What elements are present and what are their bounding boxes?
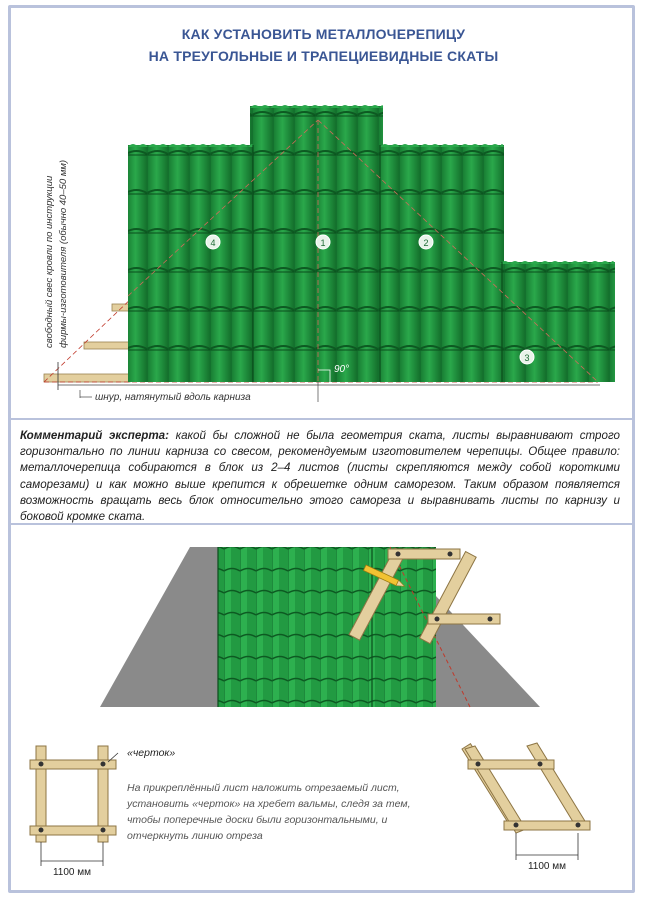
overhang-label-line-1: свободный свес кровли по инструкции xyxy=(44,175,55,348)
dim-label-right: 1100 мм xyxy=(527,861,567,872)
sheet-number-4 xyxy=(520,350,534,364)
divider-top xyxy=(11,418,632,420)
sheet-number-2 xyxy=(419,235,433,249)
overhang-label-line-2: фирмы-изготовителя (обычно 40–50 мм) xyxy=(58,159,69,348)
sheet-number-2-text: 2 xyxy=(423,238,429,248)
angle-label: 90° xyxy=(334,364,350,375)
sheet-number-1 xyxy=(316,235,330,249)
overhang-label xyxy=(44,160,69,348)
title-line-2: НА ТРЕУГОЛЬНЫЕ И ТРАПЕЦИЕВИДНЫЕ СКАТЫ xyxy=(148,48,499,64)
sheet-2 xyxy=(380,145,504,382)
instruction-line-4: отчеркнуть линию отреза xyxy=(127,830,263,842)
jig-left xyxy=(30,746,116,842)
instruction-line-1: На прикреплённый лист наложить отрезаемый лист, xyxy=(127,782,400,794)
comment-text: какой бы сложной не была геометрия ската, листы выравнивают строго горизонтально по линии карниза со свесом, рекомендуемым изготовителем черепицы. Общее правило: металлочерепица собираются в блок из 2–4 листов (листы скрепляются между собой короткими саморезами) и как можно выше крепится к обрешетке одним саморезом. Таким образом появляется возможность вращать весь блок относительно этого самореза и выравнивать листы по карнизу и боковой кромке ската. xyxy=(20,429,620,524)
sheet-number-1-text: 1 xyxy=(320,238,326,248)
lathing-boards xyxy=(44,304,130,382)
bottom-diagram xyxy=(0,525,647,895)
jig-label: «черток» xyxy=(127,747,176,759)
jig-right xyxy=(462,743,590,833)
metal-tile-sheets xyxy=(128,105,615,382)
sheet-number-3 xyxy=(206,235,220,249)
dim-label-left: 1100 мм xyxy=(52,867,92,878)
cord-label: шнур, натянутый вдоль карниза xyxy=(95,392,251,403)
title-line-1: КАК УСТАНОВИТЬ МЕТАЛЛОЧЕРЕПИЦУ xyxy=(181,26,466,42)
sheet-number-3-text: 4 xyxy=(210,238,216,248)
instruction-text xyxy=(126,782,411,842)
expert-comment xyxy=(20,428,620,525)
sheet-3 xyxy=(128,145,253,382)
top-diagram xyxy=(0,0,647,420)
comment-lead: Комментарий эксперта: xyxy=(20,429,169,442)
instruction-line-3: чтобы поперечные доски были горизонтальными, и xyxy=(127,814,388,826)
instruction-line-2: установить «черток» на хребет вальмы, следя за тем, xyxy=(127,798,411,810)
sheet-4 xyxy=(500,262,615,382)
tile-block xyxy=(218,547,436,707)
sheet-number-4-text: 3 xyxy=(524,353,530,363)
